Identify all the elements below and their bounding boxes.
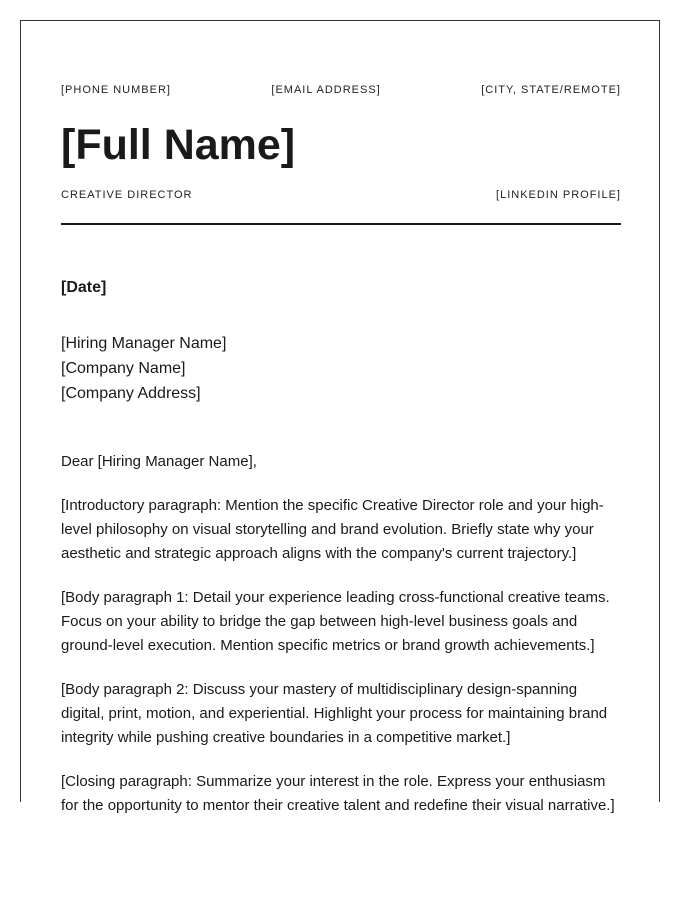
header-divider [61,223,621,225]
salutation: Dear [Hiring Manager Name], [61,453,257,470]
cover-letter-page [20,20,660,814]
closing-paragraph: [Closing paragraph: Summarize your interest in the role. Express your enthusiasm for the opportunity to mentor their creative talent and redefine their visual narrative.] [61,773,615,814]
linkedin-profile: [LINKEDIN PROFILE] [496,189,621,201]
email-address: [EMAIL ADDRESS] [271,84,381,96]
phone-number: [PHONE NUMBER] [61,84,171,96]
letter-date: [Date] [61,279,107,296]
recipient-manager: [Hiring Manager Name] [61,335,227,352]
full-name: [Full Name] [61,121,296,169]
contact-row [61,84,621,96]
intro-paragraph: [Introductory paragraph: Mention the specific Creative Director role and your high-level philosophy on visual storytelling and brand evolution. Briefly state why your aesthetic and strategic approach aligns with the company's current trajectory.] [61,497,604,562]
title-row [61,189,621,201]
recipient-company: [Company Name] [61,360,186,377]
body-paragraph-2: [Body paragraph 2: Discuss your mastery of multidisciplinary design-spanning digital, print, motion, and experiential. Highlight your process for maintaining brand integrity while pushing creative boundaries in a competitive market.] [61,681,608,746]
recipient-block [61,331,226,406]
body-paragraph-1: [Body paragraph 1: Detail your experience leading cross-functional creative teams. Focus on your ability to bridge the gap between high-level business goals and ground-level execution. Mention specific metrics or brand growth achievements.] [61,589,610,654]
location: [CITY, STATE/REMOTE] [481,84,621,96]
letter-body [61,450,621,838]
job-title: CREATIVE DIRECTOR [61,189,193,201]
recipient-address: [Company Address] [61,385,201,402]
